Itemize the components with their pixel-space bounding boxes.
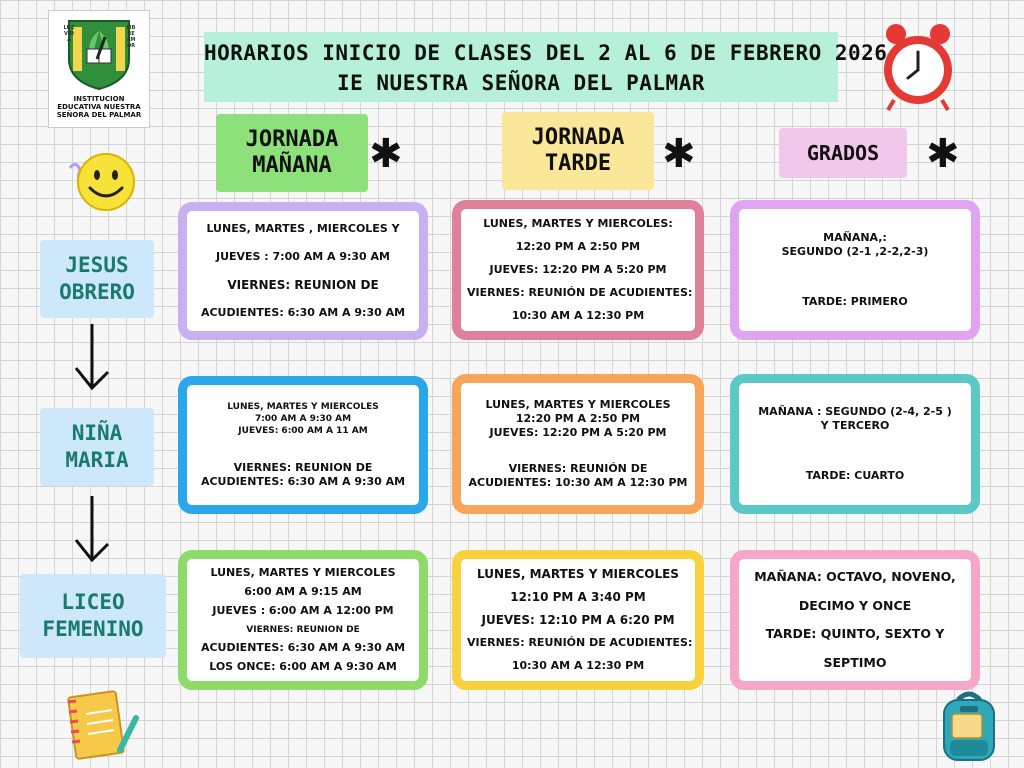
header-jornada-tarde [502,112,654,190]
schedule-line: 12:20 PM A 2:50 PM [515,240,641,254]
smiley-face-icon [66,150,138,216]
schedule-line: 10:30 AM A 12:30 PM [511,308,645,322]
down-arrow-icon [72,494,112,568]
schedule-line: 7:00 AM A 9:30 AM [254,414,352,424]
grades-card-nina-maria [730,374,980,514]
schedule-line: 10:30 AM A 12:30 PM [511,658,645,672]
header-tarde-line-2: TARDE [544,151,612,176]
schedule-line: 6:00 AM A 9:15 AM [244,584,362,598]
grades-card-liceo-femenino [730,550,980,690]
schedule-card-liceo-femenino-manana [178,550,428,690]
schedule-line: ACUDIENTES: 6:30 AM A 9:30 AM [200,475,406,488]
notebook-pencil-icon [62,684,142,764]
asterisk-icon: ✱ [662,131,696,177]
schedule-line: ACUDIENTES: 6:30 AM A 9:30 AM [200,640,406,654]
schedule-line: VIERNES: REUNIÓN DE ACUDIENTES: [467,635,693,649]
schedule-line: LUNES, MARTES Y MIERCOLES [485,398,671,411]
schedule-line: LOS ONCE: 6:00 AM A 9:30 AM [209,660,397,674]
schedule-card-nina-maria-manana [178,376,428,514]
schedule-line: 12:10 PM A 3:40 PM [510,590,646,605]
header-manana-line-1: JORNADA [245,127,339,152]
grades-line: SEPTIMO [823,654,887,670]
schedule-card-jesus-obrero-tarde [452,200,704,340]
grades-line: TARDE: CUARTO [805,469,905,482]
schedule-line: VIERNES: REUNION DE [246,624,360,635]
header-grados [779,128,907,178]
schedule-line: LUNES, MARTES Y MIERCOLES [210,565,396,579]
schedule-card-liceo-femenino-tarde [452,550,704,690]
schedule-line: 12:20 PM A 2:50 PM [515,412,641,425]
logo-band-left: LUZ VIDA [63,25,75,43]
header-grados-label: GRADOS [806,141,880,165]
schedule-card-jesus-obrero-manana [178,202,428,340]
row-label-line-1: JESUS [65,253,129,277]
schedule-line: JUEVES: 6:00 AM A 11 AM [238,426,368,436]
schedule-line: LUNES, MARTES , MIERCOLES Y [206,222,400,235]
grades-block-manana [745,405,965,433]
title-line-1: HORARIOS INICIO DE CLASES DEL 2 AL 6 DE FEBRERO 2026 [204,41,888,65]
schedule-block-weekdays [467,398,689,440]
header-tarde-line-1: JORNADA [531,125,625,150]
row-label-line-1: NIÑA [71,421,123,445]
grades-line: TARDE: PRIMERO [802,295,908,308]
title-line-2: IE NUESTRA SEÑORA DEL PALMAR [336,71,705,95]
schedule-line: ACUDIENTES: 6:30 AM A 9:30 AM [200,306,406,319]
grades-line: MAÑANA: OCTAVO, NOVENO, [754,569,956,585]
schedule-line: JUEVES: 12:10 PM A 6:20 PM [481,612,675,627]
asterisk-icon: ✱ [926,131,960,177]
header-jornada-manana [216,114,368,192]
schedule-line: JUEVES : 7:00 AM A 9:30 AM [215,250,391,263]
down-arrow-icon [72,322,112,396]
schedule-line: JUEVES: 12:20 PM A 5:20 PM [489,426,667,439]
schedule-line: JUEVES : 6:00 AM A 12:00 PM [212,604,394,618]
row-label-liceo-femenino [20,574,166,658]
grades-line: MAÑANA,: [823,231,887,244]
row-label-nina-maria [40,408,154,486]
grades-block-manana [745,231,965,259]
grades-line: Y TERCERO [820,419,890,432]
alarm-clock-icon [878,18,958,112]
schedule-line: VIERNES: REUNION DE [233,461,373,474]
school-logo [48,10,150,128]
schedule-line: ACUDIENTES: 10:30 AM A 12:30 PM [468,476,688,489]
page-title [204,32,888,102]
logo-band-right: LIBRE AMOR [126,25,136,49]
grades-card-jesus-obrero [730,200,980,340]
grades-line: DECIMO Y ONCE [798,597,912,613]
grades-line: MAÑANA : SEGUNDO (2-4, 2-5 ) [758,405,952,418]
row-label-line-2: FEMENINO [42,617,144,641]
schedule-block-friday [193,461,413,489]
schedule-line: VIERNES: REUNION DE [227,278,379,292]
schedule-block-weekdays [193,401,413,437]
schedule-line: LUNES, MARTES Y MIERCOLES [477,567,679,582]
row-label-line-2: OBRERO [59,280,135,304]
asterisk-icon: ✱ [369,131,403,177]
row-label-line-2: MARIA [65,448,129,472]
grades-line: TARDE: QUINTO, SEXTO Y [765,626,945,642]
row-label-jesus-obrero [40,240,154,318]
schedule-line: LUNES, MARTES Y MIERCOLES [227,402,379,412]
header-manana-line-2: MAÑANA [252,153,332,178]
schedule-line: LUNES, MARTES Y MIERCOLES: [483,217,673,231]
logo-text: INSTITUCION EDUCATIVA NUESTRA SEÑORA DEL PALMAR [56,95,142,119]
schedule-line: VIERNES: REUNIÓN DE ACUDIENTES: [467,285,693,299]
schedule-line: VIERNES: REUNIÓN DE [508,462,648,475]
schedule-card-nina-maria-tarde [452,374,704,514]
schedule-line: JUEVES: 12:20 PM A 5:20 PM [489,262,667,276]
row-label-line-1: LICEO [61,590,125,614]
schedule-block-friday [467,462,689,490]
backpack-icon [934,690,1004,764]
grades-line: SEGUNDO (2-1 ,2-2,2-3) [781,245,929,258]
